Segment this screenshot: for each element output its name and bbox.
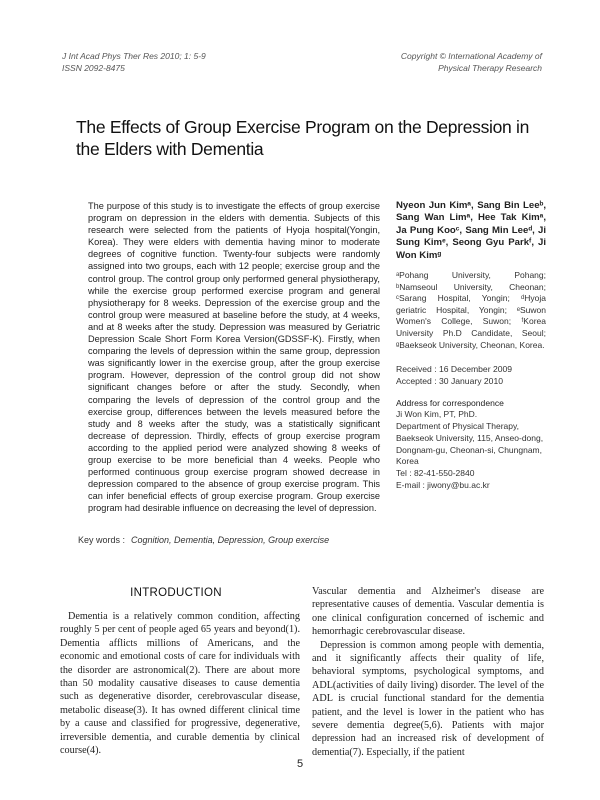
- correspondence-tel: Tel : 82-41-550-2840: [396, 468, 475, 479]
- article-dates: [396, 363, 546, 387]
- author-sidebar: [396, 200, 546, 492]
- correspondence-heading: Address for correspondence: [396, 398, 504, 409]
- section-heading-introduction: INTRODUCTION: [130, 587, 222, 599]
- journal-citation: J Int Acad Phys Ther Res 2010; 1: 5-9: [62, 51, 206, 61]
- intro-paragraph-1: Dementia is a relatively common condition, affecting roughly 5 per cent of people aged 65 years and beyond(1). Dementia afflicts millions of Americans, and the economic and emotional costs of care for individuals with the disorder are astronomical(2). There are about more than 50 modality causative diseases to cause dementia such as degenerative disorder, cerebrovascular disease, metabolic disease(3). It has owned different clinical time by a cause and classified for progressive, degenerative, irreversible dementia, and curable dementia by clinical course(4).: [60, 611, 300, 757]
- copyright-line-1: Copyright © International Academy of: [400, 51, 542, 61]
- correspondence-address: Department of Physical Therapy, Baekseok University, 115, Anseo-dong, Dongnam-gu, Cheonan-si, Chungnam, Korea: [396, 420, 544, 467]
- copyright-header: [401, 50, 542, 74]
- correspondence-block: [396, 409, 546, 492]
- journal-issn: ISSN 2092-8475: [62, 63, 125, 73]
- abstract: The purpose of this study is to investigate the effects of group exercise program on depression in the elders with dementia. Subjects of this research were selected from the patients of Hyoja hospital(Yongin, Korea). They were elders with dementia having minor to moderate degrees of cognitive function. Twenty-four subjects were randomly assigned into two groups, each with 12 people; exercise group and the control group. The control group only performed general physiotherapy, while the exercise group performed exercise program and general physiotherapy for 8 weeks. Depression of the exercise group and the control group were measured at baseline before the study, at 4 weeks, and at 8 weeks after the study. Depression was measured by Geriatric Depression Scale Short Form Korea Version(GDSSF-K). Firstly, when comparing the levels of depression within the same group, depression was significantly lower in the exercise group, after the group exercise program. However, depression of the control group did not show significant changes before or after the study. Secondly, when comparing the levels of depression of the control group and the exercise group, differences between the levels measured before the study and 8 weeks after the study, was a statistically significant decrease of depression. Thirdly, effects of group exercise program according to the applied period were analyzed showing 8 weeks of group exercise to be more beneficial than 4 weeks. People who performed continuous group exercise program showed decrease in depression compared to the absence of group exercise program. This can infer beneficial effects of group exercise program. Group exercise program had desirable influence on decreasing the level of depression.: [88, 201, 380, 514]
- affiliations: ᵃPohang University, Pohang; ᵇNamseoul University, Cheonan; ᶜSarang Hospital, Yongin; ᵈHyoja geriatric Hospital, Yongin; ᵉSuwon Women's College, Suwon; ᶠKorea University Ph.D Candidate, Seoul; ᵍBaekseok University, Cheonan, Korea.: [396, 270, 546, 350]
- correspondence-email[interactable]: E-mail : jiwony@bu.ac.kr: [396, 479, 490, 490]
- intro-paragraph-3: Depression is common among people with dementia, and it significantly affects their quality of life, behavioral symptoms, psychological symptoms, and ADL(activities of daily living) disorder. The level of the ADL is crucial functional standard for the dementia patient, and the level is lower in the patient who has severe dementia degree(5,6). Patients with major depression had an increased risk of development of dementia(7). Especially, if the patient: [312, 639, 544, 758]
- correspondence-name: Ji Won Kim, PT, PhD.: [396, 409, 478, 420]
- journal-header: [62, 50, 206, 74]
- page-number: 5: [296, 758, 304, 770]
- article-title: The Effects of Group Exercise Program on the Depression in the Elders with Dementia: [76, 117, 530, 159]
- keywords-label: Key words :: [78, 535, 126, 545]
- intro-paragraph-2: Vascular dementia and Alzheimer's disease are representative causes of dementia. Vascular dementia is one clinical configuration concerned of ischemic and hemorrhagic cerebrovascular disease.: [312, 586, 544, 638]
- keywords-values: Cognition, Dementia, Depression, Group exercise: [131, 535, 330, 545]
- keywords: [78, 535, 329, 545]
- body-column-left: [60, 610, 300, 757]
- copyright-line-2: Physical Therapy Research: [438, 63, 542, 73]
- author-list: Nyeon Jun Kimᵃ, Sang Bin Leeᵇ, Sang Wan Limᵃ, Hee Tak Kimᵃ, Ja Pung Kooᶜ, Sang Min Leeᵈ, Ji Sung Kimᵉ, Seong Gyu Parkᶠ, Ji Won Kimᵍ: [396, 200, 546, 261]
- received-date: Received : 16 December 2009: [396, 364, 513, 375]
- accepted-date: Accepted : 30 January 2010: [396, 376, 504, 387]
- body-column-right: [312, 585, 544, 759]
